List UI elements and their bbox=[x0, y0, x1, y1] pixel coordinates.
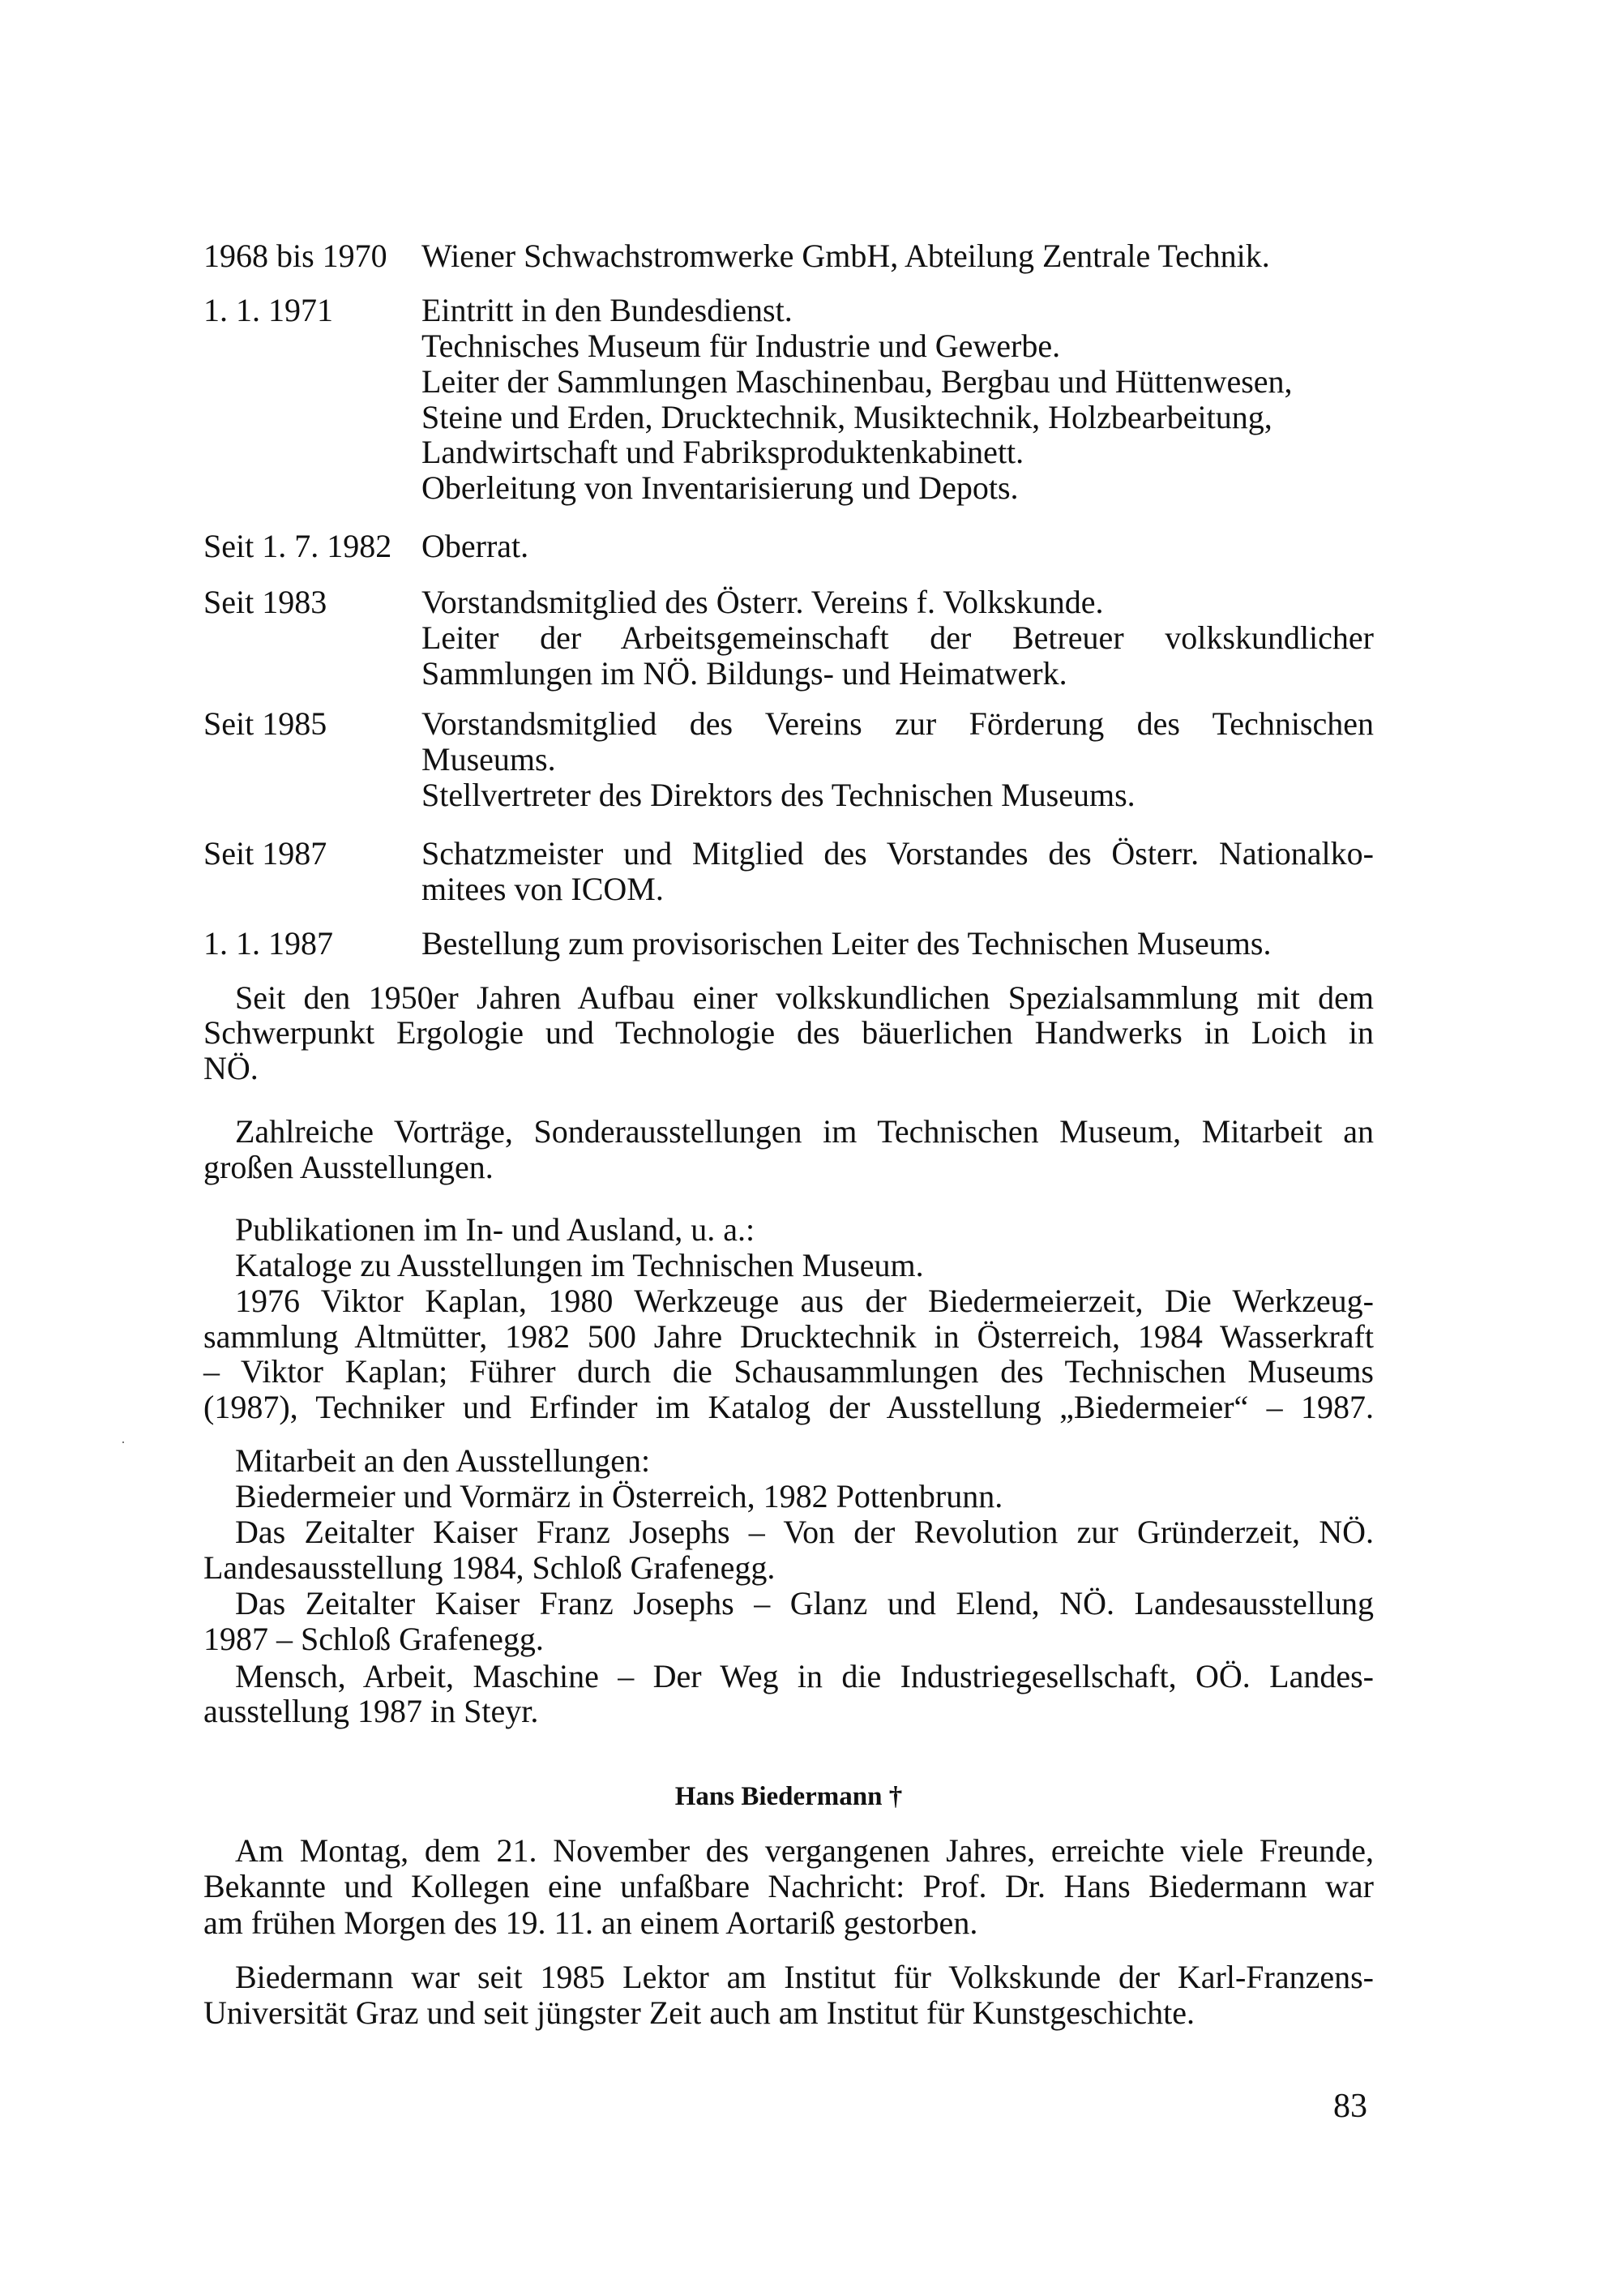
cv-text: Technisches Museum für Industrie und Gewerbe. bbox=[421, 328, 1061, 364]
text-line: Zahlreiche Vorträge, Sonderausstellungen im Technischen Museum, Mitarbeit an bbox=[235, 1113, 1374, 1150]
cv-text: Eintritt in den Bundesdienst. bbox=[421, 292, 793, 328]
page-number: 83 bbox=[1333, 2088, 1367, 2125]
text-line: Seit den 1950er Jahren Aufbau einer volkskundlichen Spezialsammlung mit dem bbox=[235, 979, 1374, 1016]
cv-text: Leiter der Arbeitsgemeinschaft der Betreuer volkskundlicher bbox=[421, 619, 1374, 656]
text-line: sammlung Altmütter, 1982 500 Jahre Drucktechnik in Österreich, 1984 Wasserkraft bbox=[203, 1318, 1374, 1355]
cv-text: Schatzmeister und Mitglied des Vorstandes des Österr. Nationalko- bbox=[421, 835, 1374, 872]
obituary-heading: Hans Biedermann † bbox=[674, 1782, 903, 1811]
cv-date: Seit 1. 7. 1982 bbox=[203, 528, 392, 564]
text-line: 1976 Viktor Kaplan, 1980 Werkzeuge aus der Biedermeierzeit, Die Werkzeug- bbox=[235, 1283, 1374, 1319]
scan-speck bbox=[122, 1441, 124, 1443]
cv-date: 1968 bis 1970 bbox=[203, 238, 387, 274]
cv-text: Leiter der Sammlungen Maschinenbau, Bergbau und Hüttenwesen, bbox=[421, 363, 1293, 400]
text-line: am frühen Morgen des 19. 11. an einem Aortariß gestorben. bbox=[203, 1904, 978, 1941]
text-line: Schwerpunkt Ergologie und Technologie des bäuerlichen Handwerks in Loich in bbox=[203, 1014, 1374, 1051]
cv-text: Landwirtschaft und Fabriksproduktenkabinett. bbox=[421, 434, 1024, 470]
text-line: Biedermann war seit 1985 Lektor am Institut für Volkskunde der Karl-Franzens- bbox=[235, 1959, 1374, 1995]
text-line: Bekannte und Kollegen eine unfaßbare Nachricht: Prof. Dr. Hans Biedermann war bbox=[203, 1868, 1374, 1904]
text-line: Das Zeitalter Kaiser Franz Josephs – Von der Revolution zur Gründerzeit, NÖ. bbox=[235, 1514, 1374, 1550]
text-line: ausstellung 1987 in Steyr. bbox=[203, 1693, 539, 1729]
cv-text: Oberrat. bbox=[421, 528, 529, 564]
text-line: Mensch, Arbeit, Maschine – Der Weg in die Industriegesellschaft, OÖ. Landes- bbox=[235, 1658, 1374, 1694]
text-line: Publikationen im In- und Ausland, u. a.: bbox=[235, 1211, 755, 1248]
cv-text: mitees von ICOM. bbox=[421, 871, 664, 907]
text-line: 1987 – Schloß Grafenegg. bbox=[203, 1621, 544, 1657]
cv-text: Museums. bbox=[421, 741, 556, 777]
cv-text: Steine und Erden, Drucktechnik, Musiktechnik, Holzbearbeitung, bbox=[421, 399, 1272, 435]
cv-date: 1. 1. 1971 bbox=[203, 292, 333, 328]
text-line: großen Ausstellungen. bbox=[203, 1149, 494, 1185]
text-line: Landesausstellung 1984, Schloß Grafenegg. bbox=[203, 1549, 776, 1586]
cv-text: Wiener Schwachstromwerke GmbH, Abteilung Zentrale Technik. bbox=[421, 238, 1270, 274]
cv-date: Seit 1983 bbox=[203, 584, 327, 620]
cv-text: Oberleitung von Inventarisierung und Depots. bbox=[421, 469, 1019, 506]
cv-date: Seit 1985 bbox=[203, 705, 327, 742]
text-line: Das Zeitalter Kaiser Franz Josephs – Glanz und Elend, NÖ. Landesausstellung bbox=[235, 1585, 1374, 1621]
cv-text: Stellvertreter des Direktors des Technischen Museums. bbox=[421, 777, 1136, 813]
cv-text: Vorstandsmitglied des Österr. Vereins f. Volkskunde. bbox=[421, 584, 1104, 620]
text-line: Kataloge zu Ausstellungen im Technischen Museum. bbox=[235, 1247, 924, 1283]
cv-text: Sammlungen im NÖ. Bildungs- und Heimatwerk. bbox=[421, 655, 1067, 692]
text-line: Universität Graz und seit jüngster Zeit auch am Institut für Kunstgeschichte. bbox=[203, 1994, 1195, 2031]
text-line: NÖ. bbox=[203, 1050, 259, 1086]
cv-date: 1. 1. 1987 bbox=[203, 925, 333, 962]
cv-text: Bestellung zum provisorischen Leiter des Technischen Museums. bbox=[421, 925, 1272, 962]
text-line: Biedermeier und Vormärz in Österreich, 1982 Pottenbrunn. bbox=[235, 1478, 1003, 1514]
text-line: – Viktor Kaplan; Führer durch die Schausammlungen des Technischen Museums bbox=[203, 1353, 1374, 1390]
text-line: Am Montag, dem 21. November des vergangenen Jahres, erreichte viele Freunde, bbox=[235, 1832, 1374, 1869]
text-line: Mitarbeit an den Ausstellungen: bbox=[235, 1442, 651, 1479]
text-line: (1987), Techniker und Erfinder im Katalog der Ausstellung „Biedermeier“ – 1987. bbox=[203, 1389, 1374, 1425]
cv-date: Seit 1987 bbox=[203, 835, 327, 872]
cv-text: Vorstandsmitglied des Vereins zur Förderung des Technischen bbox=[421, 705, 1374, 742]
